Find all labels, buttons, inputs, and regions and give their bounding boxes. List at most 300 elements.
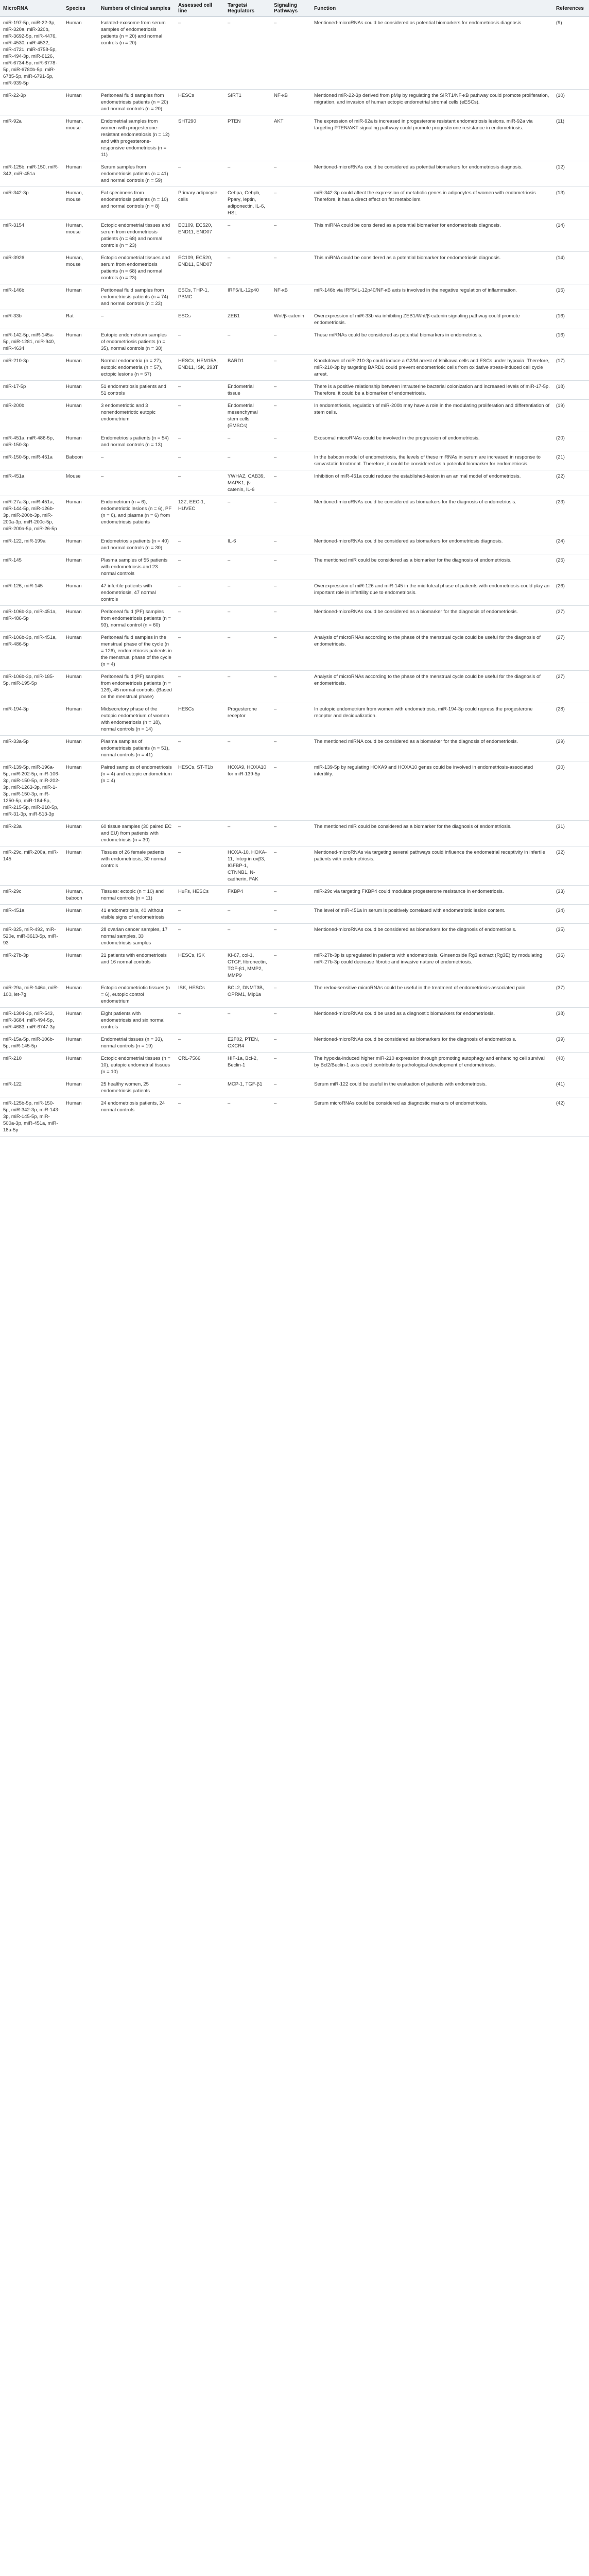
cell-function: Analysis of microRNAs according to the phase of the menstrual cycle could be useful for the diagnosis of endometriosis.: [311, 632, 553, 671]
cell-clinical-samples: Tissues: ectopic (n = 10) and normal controls (n = 11): [98, 886, 175, 905]
cell-cell-line: –: [175, 671, 224, 703]
cell-signaling: –: [271, 1078, 311, 1097]
cell-signaling: AKT: [271, 115, 311, 161]
cell-microrna: miR-126, miR-145: [0, 580, 63, 606]
cell-references: (12): [553, 161, 589, 187]
table-row: [0, 470, 589, 496]
cell-function: The level of miR-451a in serum is positively correlated with endometriotic lesion content.: [311, 905, 553, 924]
cell-clinical-samples: Endometrial samples from women with progesterone-resistant endometriosis (n = 12) and with progesterone-responsive endometriosis (n = 11): [98, 115, 175, 161]
cell-clinical-samples: Peritoneal fluid samples from endometriosis patients (n = 74) and normal controls (n = 23): [98, 284, 175, 310]
table-row: [0, 905, 589, 924]
cell-function: There is a positive relationship between intrauterine bacterial colonization and increased levels of miR-17-5p. Therefore, it could be a biomarker of endometriosis.: [311, 381, 553, 400]
cell-species: Human: [63, 1097, 98, 1137]
cell-species: Human: [63, 632, 98, 671]
cell-signaling: –: [271, 703, 311, 736]
cell-cell-line: ESCs, THP-1, PBMC: [175, 284, 224, 310]
cell-targets: –: [224, 736, 271, 761]
cell-targets: SIRT1: [224, 90, 271, 115]
cell-function: In endometriosis, regulation of miR-200b may have a role in the modulating proliferation and differentiation of stem cells.: [311, 400, 553, 432]
cell-cell-line: CRL-7566: [175, 1053, 224, 1078]
cell-function: Mentioned-microRNAs could be considered as potential biomarkers for endometriosis diagnosis.: [311, 17, 553, 90]
cell-signaling: –: [271, 736, 311, 761]
cell-species: Human: [63, 1078, 98, 1097]
cell-cell-line: HESCs, ISK: [175, 950, 224, 982]
cell-microrna: miR-106b-3p, miR-451a, miR-486-5p: [0, 632, 63, 671]
cell-cell-line: HESCs, HEM15A, END11, ISK, 293T: [175, 355, 224, 381]
cell-species: Human: [63, 284, 98, 310]
cell-references: (36): [553, 950, 589, 982]
cell-species: Human: [63, 329, 98, 355]
cell-signaling: –: [271, 535, 311, 554]
cell-cell-line: HESCs: [175, 90, 224, 115]
cell-targets: BARD1: [224, 355, 271, 381]
cell-signaling: –: [271, 1053, 311, 1078]
cell-clinical-samples: Plasma samples of 55 patients with endometriosis and 23 normal controls: [98, 554, 175, 580]
cell-signaling: –: [271, 846, 311, 886]
cell-targets: –: [224, 632, 271, 671]
cell-signaling: –: [271, 252, 311, 284]
cell-function: Serum miR-122 could be useful in the evaluation of patients with endometriosis.: [311, 1078, 553, 1097]
cell-clinical-samples: –: [98, 451, 175, 470]
cell-signaling: –: [271, 496, 311, 535]
cell-clinical-samples: 24 endometriosis patients, 24 normal controls: [98, 1097, 175, 1137]
cell-references: (27): [553, 632, 589, 671]
cell-signaling: –: [271, 17, 311, 90]
cell-function: Serum microRNAs could be considered as diagnostic markers of endometriosis.: [311, 1097, 553, 1137]
cell-cell-line: –: [175, 554, 224, 580]
cell-cell-line: –: [175, 17, 224, 90]
cell-targets: FKBP4: [224, 886, 271, 905]
cell-function: Mentioned miR-22-3p derived from pMφ by regulating the SIRT1/NF-κB pathway could promote proliferation, migration, and invasion of human ectopic endometrial stromal cells (eESCs).: [311, 90, 553, 115]
cell-microrna: miR-106b-3p, miR-185-5p, miR-195-5p: [0, 671, 63, 703]
cell-species: Human: [63, 821, 98, 846]
table-row: [0, 1008, 589, 1033]
cell-microrna: miR-29a, miR-146a, miR-100, let-7g: [0, 982, 63, 1008]
cell-cell-line: –: [175, 632, 224, 671]
cell-species: Human: [63, 671, 98, 703]
cell-function: Overexpression of miR-33b via inhibiting ZEB1/Wnt/β-catenin signaling pathway could promote endometriosis.: [311, 310, 553, 329]
header-row: [0, 0, 589, 17]
cell-references: (13): [553, 187, 589, 219]
cell-function: Analysis of microRNAs according to the phase of the menstrual cycle could be useful for the diagnosis of endometriosis.: [311, 671, 553, 703]
cell-references: (18): [553, 381, 589, 400]
table-row: [0, 886, 589, 905]
cell-species: Human, mouse: [63, 115, 98, 161]
cell-targets: –: [224, 329, 271, 355]
cell-clinical-samples: Ectopic endometrial tissues (n = 10), eutopic endometrial tissues (n = 10): [98, 1053, 175, 1078]
cell-targets: –: [224, 606, 271, 632]
cell-references: (16): [553, 329, 589, 355]
cell-signaling: –: [271, 606, 311, 632]
cell-references: (21): [553, 451, 589, 470]
cell-cell-line: HESCs, ST-T1b: [175, 761, 224, 821]
cell-function: Mentioned-microRNAs via targeting several pathways could influence the endometrial receptivity in infertile patients with endometriosis.: [311, 846, 553, 886]
cell-cell-line: –: [175, 381, 224, 400]
cell-cell-line: EC109, EC520, END11, END07: [175, 252, 224, 284]
cell-signaling: –: [271, 924, 311, 950]
cell-targets: –: [224, 432, 271, 451]
cell-microrna: miR-29c: [0, 886, 63, 905]
cell-species: Human: [63, 846, 98, 886]
col-header-targets: Targets/ Regulators: [224, 0, 271, 17]
cell-clinical-samples: Endometriosis patients (n = 40) and normal controls (n = 30): [98, 535, 175, 554]
cell-species: Human: [63, 950, 98, 982]
cell-microrna: miR-197-5p, miR-22-3p, miR-320a, miR-320b, miR-3692-5p, miR-4476, miR-4530, miR-4532, miR-4721, miR-4758-5p, miR-494-3p, miR-6126, miR-6734-5p, miR-6778-5p, miR-6780b-5p, miR-6785-5p, miR-6791-5p, miR-939-5p: [0, 17, 63, 90]
cell-targets: –: [224, 554, 271, 580]
cell-targets: MCP-1, TGF-β1: [224, 1078, 271, 1097]
cell-function: These miRNAs could be considered as potential biomarkers in endometriosis.: [311, 329, 553, 355]
cell-microrna: miR-122, miR-199a: [0, 535, 63, 554]
cell-function: miR-146b via IRF5/IL-12p40/NF-κB axis is involved in the negative regulation of inflammation.: [311, 284, 553, 310]
cell-clinical-samples: 21 patients with endometriosis and 16 normal controls: [98, 950, 175, 982]
cell-microrna: miR-451a: [0, 470, 63, 496]
cell-signaling: –: [271, 161, 311, 187]
table-row: [0, 451, 589, 470]
cell-clinical-samples: Paired samples of endometriosis (n = 4) and eutopic endometrium (n = 4): [98, 761, 175, 821]
cell-signaling: –: [271, 432, 311, 451]
cell-clinical-samples: Ectopic endometrial tissues and serum from endometriosis patients (n = 68) and normal controls (n = 23): [98, 252, 175, 284]
cell-species: Human: [63, 432, 98, 451]
cell-references: (34): [553, 905, 589, 924]
cell-references: (14): [553, 219, 589, 252]
cell-function: This miRNA could be considered as a potential biomarker for endometriosis diagnosis.: [311, 252, 553, 284]
cell-references: (31): [553, 821, 589, 846]
cell-microrna: miR-1304-3p, miR-543, miR-3684, miR-494-5p, miR-4683, miR-6747-3p: [0, 1008, 63, 1033]
cell-targets: –: [224, 1097, 271, 1137]
cell-microrna: miR-210-3p: [0, 355, 63, 381]
cell-function: Exosomal microRNAs could be involved in the progression of endometriosis.: [311, 432, 553, 451]
cell-clinical-samples: Endometrium (n = 6), endometriotic lesions (n = 6), PF (n = 6), and plasma (n = 6) from endometriosis patients: [98, 496, 175, 535]
table-row: [0, 329, 589, 355]
cell-clinical-samples: 41 endometriosis, 40 without visible signs of endometriosis: [98, 905, 175, 924]
cell-function: Mentioned-microRNAs could be considered as biomarkers for the diagnosis of endometriosis.: [311, 1033, 553, 1053]
cell-targets: PTEN: [224, 115, 271, 161]
cell-function: In eutopic endometrium from women with endometriosis, miR-194-3p could repress the progesterone receptor and decidualization.: [311, 703, 553, 736]
cell-function: Mentioned-microRNAs could be considered as a biomarker for the diagnosis of endometriosis.: [311, 606, 553, 632]
cell-function: Mentioned-microRNAs could be used as a diagnostic biomarkers for endometriosis.: [311, 1008, 553, 1033]
cell-microrna: miR-33a-5p: [0, 736, 63, 761]
cell-function: The hypoxia-induced higher miR-210 expression through promoting autophagy and enhancing cell survival by Bcl2/Beclin-1 axis could contribute to pathological development of endometriosis.: [311, 1053, 553, 1078]
cell-references: (23): [553, 496, 589, 535]
cell-signaling: –: [271, 632, 311, 671]
cell-function: This miRNA could be considered as a potential biomarker for endometriosis diagnosis.: [311, 219, 553, 252]
cell-species: Human: [63, 982, 98, 1008]
cell-signaling: –: [271, 905, 311, 924]
cell-function: Overexpression of miR-126 and miR-145 in the mid-luteal phase of patients with endometriosis could play an important role in infertility due to endometriosis.: [311, 580, 553, 606]
cell-microrna: miR-22-3p: [0, 90, 63, 115]
cell-function: miR-139-5p by regulating HOXA9 and HOXA10 genes could be involved in endometriosis-associated infertility.: [311, 761, 553, 821]
cell-references: (27): [553, 671, 589, 703]
table-row: [0, 17, 589, 90]
cell-targets: –: [224, 580, 271, 606]
cell-microrna: miR-200b: [0, 400, 63, 432]
table-row: [0, 580, 589, 606]
cell-signaling: –: [271, 355, 311, 381]
cell-function: Mentioned-microRNAs could be considered as biomarkers for the diagnosis of endometriosis.: [311, 924, 553, 950]
cell-targets: IL-6: [224, 535, 271, 554]
cell-targets: Endometrial tissue: [224, 381, 271, 400]
cell-targets: –: [224, 821, 271, 846]
cell-references: (20): [553, 432, 589, 451]
cell-function: Mentioned-microRNAs could be considered as potential biomarkers for endometriosis diagnosis.: [311, 161, 553, 187]
cell-cell-line: –: [175, 451, 224, 470]
table-row: [0, 703, 589, 736]
cell-references: (15): [553, 284, 589, 310]
cell-cell-line: –: [175, 1008, 224, 1033]
table-row: [0, 496, 589, 535]
cell-targets: IRF5/IL-12p40: [224, 284, 271, 310]
cell-microrna: miR-17-5p: [0, 381, 63, 400]
cell-targets: Cebpa, Cebpb, Pparγ, leptin, adiponectin, IL-6, HSL: [224, 187, 271, 219]
cell-microrna: miR-125b, miR-150, miR-342, miR-451a: [0, 161, 63, 187]
cell-species: Human: [63, 905, 98, 924]
cell-cell-line: 12Z, EEC-1, HUVEC: [175, 496, 224, 535]
table-row: [0, 1053, 589, 1078]
cell-targets: BCL2, DNMT3B, OPRM1, Mip1a: [224, 982, 271, 1008]
cell-function: The mentioned miRNA could be considered as a biomarker for the diagnosis of endometriosis.: [311, 736, 553, 761]
cell-references: (22): [553, 470, 589, 496]
cell-cell-line: –: [175, 905, 224, 924]
cell-function: miR-342-3p could affect the expression of metabolic genes in adipocytes of women with endometriosis. Therefore, it has a direct effect on fat metabolism.: [311, 187, 553, 219]
cell-references: (35): [553, 924, 589, 950]
cell-references: (40): [553, 1053, 589, 1078]
cell-species: Human: [63, 1008, 98, 1033]
cell-signaling: Wnt/β-catenin: [271, 310, 311, 329]
cell-cell-line: ESCs: [175, 310, 224, 329]
cell-function: In the baboon model of endometriosis, the levels of these miRNAs in serum are increased in response to simvastatin treatment. Therefore, it could be considered as a potential biomarker for endometriosis.: [311, 451, 553, 470]
table-row: [0, 432, 589, 451]
table-row: [0, 400, 589, 432]
cell-cell-line: –: [175, 846, 224, 886]
cell-targets: HOXA-10, HOXA-11, Integrin αvβ3, IGFBP-1, CTNNB1, N-cadherin, FAK: [224, 846, 271, 886]
cell-clinical-samples: Endometriosis patients (n = 54) and normal controls (n = 13): [98, 432, 175, 451]
cell-species: Human, mouse: [63, 252, 98, 284]
col-header-microrna: MicroRNA: [0, 0, 63, 17]
table-row: [0, 535, 589, 554]
microrna-table: [0, 0, 589, 1137]
table-row: [0, 950, 589, 982]
col-header-species: Species: [63, 0, 98, 17]
cell-signaling: –: [271, 400, 311, 432]
cell-clinical-samples: Eutopic endometrium samples of endometriosis patients (n = 35), normal controls (n = 38): [98, 329, 175, 355]
cell-microrna: miR-125b-5p, miR-150-5p, miR-342-3p, miR-143-3p, miR-145-5p, miR-500a-3p, miR-451a, miR-18a-5p: [0, 1097, 63, 1137]
cell-clinical-samples: 47 infertile patients with endometriosis, 47 normal controls: [98, 580, 175, 606]
table-row: [0, 924, 589, 950]
cell-references: (25): [553, 554, 589, 580]
cell-cell-line: –: [175, 535, 224, 554]
cell-function: The redox-sensitive microRNAs could be useful in the treatment of endometriosis-associated pain.: [311, 982, 553, 1008]
table-row: [0, 219, 589, 252]
cell-signaling: –: [271, 554, 311, 580]
cell-references: (17): [553, 355, 589, 381]
cell-cell-line: –: [175, 1097, 224, 1137]
cell-microrna: miR-342-3p: [0, 187, 63, 219]
cell-clinical-samples: Midsecretory phase of the eutopic endometrium of women with endometriosis (n = 18), normal controls (n = 14): [98, 703, 175, 736]
cell-microrna: miR-451a: [0, 905, 63, 924]
cell-function: Inhibition of miR-451a could reduce the established-lesion in an animal model of endometriosis.: [311, 470, 553, 496]
cell-clinical-samples: Eight patients with endometriosis and six normal controls: [98, 1008, 175, 1033]
cell-targets: –: [224, 496, 271, 535]
cell-targets: Progesterone receptor: [224, 703, 271, 736]
table-row: [0, 90, 589, 115]
cell-species: Human: [63, 703, 98, 736]
cell-signaling: –: [271, 329, 311, 355]
cell-signaling: NF-κB: [271, 90, 311, 115]
cell-microrna: miR-150-5p, miR-451a: [0, 451, 63, 470]
cell-references: (32): [553, 846, 589, 886]
col-header-signaling: Signaling Pathways: [271, 0, 311, 17]
cell-clinical-samples: 3 endometriotic and 3 nonendometriotic eutopic endometrium: [98, 400, 175, 432]
cell-clinical-samples: –: [98, 310, 175, 329]
cell-clinical-samples: 28 ovarian cancer samples, 17 normal samples, 33 endometriosis samples: [98, 924, 175, 950]
cell-clinical-samples: Peritoneal fluid (PF) samples from endometriosis patients (n = 126), 45 normal controls. (Based on the menstrual phase): [98, 671, 175, 703]
cell-microrna: miR-145: [0, 554, 63, 580]
cell-cell-line: HuFs, HESCs: [175, 886, 224, 905]
cell-species: Human: [63, 496, 98, 535]
cell-microrna: miR-3926: [0, 252, 63, 284]
col-header-function: Function: [311, 0, 553, 17]
cell-clinical-samples: Plasma samples of endometriosis patients (n = 51), normal controls (n = 41): [98, 736, 175, 761]
table-row: [0, 736, 589, 761]
table-row: [0, 161, 589, 187]
cell-clinical-samples: Peritoneal fluid (PF) samples from endometriosis patients (n = 93), normal control (n = 60): [98, 606, 175, 632]
cell-references: (19): [553, 400, 589, 432]
table-row: [0, 1097, 589, 1137]
cell-clinical-samples: 51 endometriosis patients and 51 controls: [98, 381, 175, 400]
cell-function: miR-27b-3p is upregulated in patients with endometriosis. Ginsenoside Rg3 extract (Rg3E) by modulating miR-27b-3p could decrease fibrotic and invasive nature of endometriosis.: [311, 950, 553, 982]
cell-function: Mentioned-microRNAs could be considered as biomarkers for endometriosis diagnosis.: [311, 535, 553, 554]
cell-clinical-samples: Peritoneal fluid samples from endometriosis patients (n = 20) and normal controls (n = 20): [98, 90, 175, 115]
cell-microrna: miR-325, miR-492, miR-520e, miR-3613-5p, miR-93: [0, 924, 63, 950]
table-row: [0, 846, 589, 886]
cell-targets: YWHAZ, CAB39, MAPK1, β-catenin, IL-6: [224, 470, 271, 496]
cell-signaling: –: [271, 580, 311, 606]
table-row: [0, 554, 589, 580]
cell-clinical-samples: Isolated-exosome from serum samples of endometriosis patients (n = 20) and normal controls (n = 20): [98, 17, 175, 90]
cell-signaling: –: [271, 671, 311, 703]
cell-clinical-samples: Tissues of 26 female patients with endometriosis, 30 normal controls: [98, 846, 175, 886]
cell-references: (26): [553, 580, 589, 606]
cell-references: (33): [553, 886, 589, 905]
cell-microrna: miR-3154: [0, 219, 63, 252]
cell-references: (16): [553, 310, 589, 329]
cell-microrna: miR-146b: [0, 284, 63, 310]
table-row: [0, 982, 589, 1008]
cell-cell-line: Primary adipocyte cells: [175, 187, 224, 219]
table-row: [0, 284, 589, 310]
cell-species: Human: [63, 400, 98, 432]
cell-species: Baboon: [63, 451, 98, 470]
cell-references: (39): [553, 1033, 589, 1053]
cell-species: Human: [63, 554, 98, 580]
cell-signaling: –: [271, 470, 311, 496]
cell-cell-line: –: [175, 821, 224, 846]
cell-species: Human, mouse: [63, 187, 98, 219]
cell-targets: –: [224, 17, 271, 90]
cell-microrna: miR-210: [0, 1053, 63, 1078]
cell-references: (24): [553, 535, 589, 554]
cell-targets: Endometrial mesenchymal stem cells (EMSCs): [224, 400, 271, 432]
cell-cell-line: –: [175, 161, 224, 187]
cell-cell-line: –: [175, 1033, 224, 1053]
cell-function: Knockdown of miR-210-3p could induce a G2/M arrest of Ishikawa cells and ESCs under hypoxia. Therefore, miR-210-3p by targeting BARD1 could prevent endometriotic cells from oxidative stress-induced cell cycle arrest.: [311, 355, 553, 381]
cell-signaling: –: [271, 451, 311, 470]
cell-species: Human: [63, 381, 98, 400]
cell-targets: –: [224, 1008, 271, 1033]
cell-signaling: –: [271, 1008, 311, 1033]
cell-targets: –: [224, 924, 271, 950]
cell-signaling: –: [271, 1097, 311, 1137]
cell-clinical-samples: Endometrial tissues (n = 33), normal controls (n = 19): [98, 1033, 175, 1053]
cell-function: Mentioned-microRNAs could be considered as biomarkers for the diagnosis of endometriosis.: [311, 496, 553, 535]
cell-microrna: miR-142-5p, miR-145a-5p, miR-1281, miR-940, miR-4634: [0, 329, 63, 355]
cell-cell-line: –: [175, 432, 224, 451]
cell-species: Human: [63, 17, 98, 90]
cell-targets: ZEB1: [224, 310, 271, 329]
cell-references: (10): [553, 90, 589, 115]
cell-targets: E2F02, PTEN, CXCR4: [224, 1033, 271, 1053]
cell-clinical-samples: Ectopic endometriotic tissues (n = 6), eutopic control endometrium: [98, 982, 175, 1008]
cell-species: Human: [63, 90, 98, 115]
cell-signaling: –: [271, 761, 311, 821]
cell-cell-line: –: [175, 924, 224, 950]
cell-targets: –: [224, 252, 271, 284]
cell-signaling: –: [271, 1033, 311, 1053]
table-row: [0, 1033, 589, 1053]
cell-species: Human: [63, 761, 98, 821]
cell-function: miR-29c via targeting FKBP4 could modulate progesterone resistance in endometriosis.: [311, 886, 553, 905]
cell-references: (11): [553, 115, 589, 161]
table-row: [0, 355, 589, 381]
cell-cell-line: –: [175, 470, 224, 496]
cell-references: (28): [553, 703, 589, 736]
cell-microrna: miR-194-3p: [0, 703, 63, 736]
table-row: [0, 252, 589, 284]
table-row: [0, 310, 589, 329]
table-row: [0, 606, 589, 632]
cell-signaling: –: [271, 886, 311, 905]
cell-references: (41): [553, 1078, 589, 1097]
cell-function: The expression of miR-92a is increased in progesterone resistant endometriosis lesions. miR-92a via targeting PTEN/AKT signaling pathway could promote progesterone resistance in endometriosis.: [311, 115, 553, 161]
cell-species: Human: [63, 1053, 98, 1078]
table-row: [0, 821, 589, 846]
table-row: [0, 115, 589, 161]
table-row: [0, 1078, 589, 1097]
cell-targets: –: [224, 671, 271, 703]
cell-cell-line: –: [175, 580, 224, 606]
cell-cell-line: –: [175, 329, 224, 355]
cell-signaling: –: [271, 982, 311, 1008]
cell-targets: –: [224, 905, 271, 924]
cell-species: Human: [63, 606, 98, 632]
cell-microrna: miR-106b-3p, miR-451a, miR-486-5p: [0, 606, 63, 632]
cell-cell-line: –: [175, 400, 224, 432]
table-row: [0, 381, 589, 400]
cell-signaling: –: [271, 950, 311, 982]
cell-clinical-samples: 25 healthy women, 25 endometriosis patients: [98, 1078, 175, 1097]
cell-signaling: –: [271, 187, 311, 219]
cell-species: Human: [63, 161, 98, 187]
cell-species: Human: [63, 1033, 98, 1053]
cell-cell-line: EC109, EC520, END11, END07: [175, 219, 224, 252]
cell-species: Human, mouse: [63, 219, 98, 252]
cell-microrna: miR-92a: [0, 115, 63, 161]
cell-species: Human: [63, 355, 98, 381]
table-row: [0, 187, 589, 219]
cell-cell-line: –: [175, 606, 224, 632]
cell-cell-line: –: [175, 736, 224, 761]
cell-references: (9): [553, 17, 589, 90]
